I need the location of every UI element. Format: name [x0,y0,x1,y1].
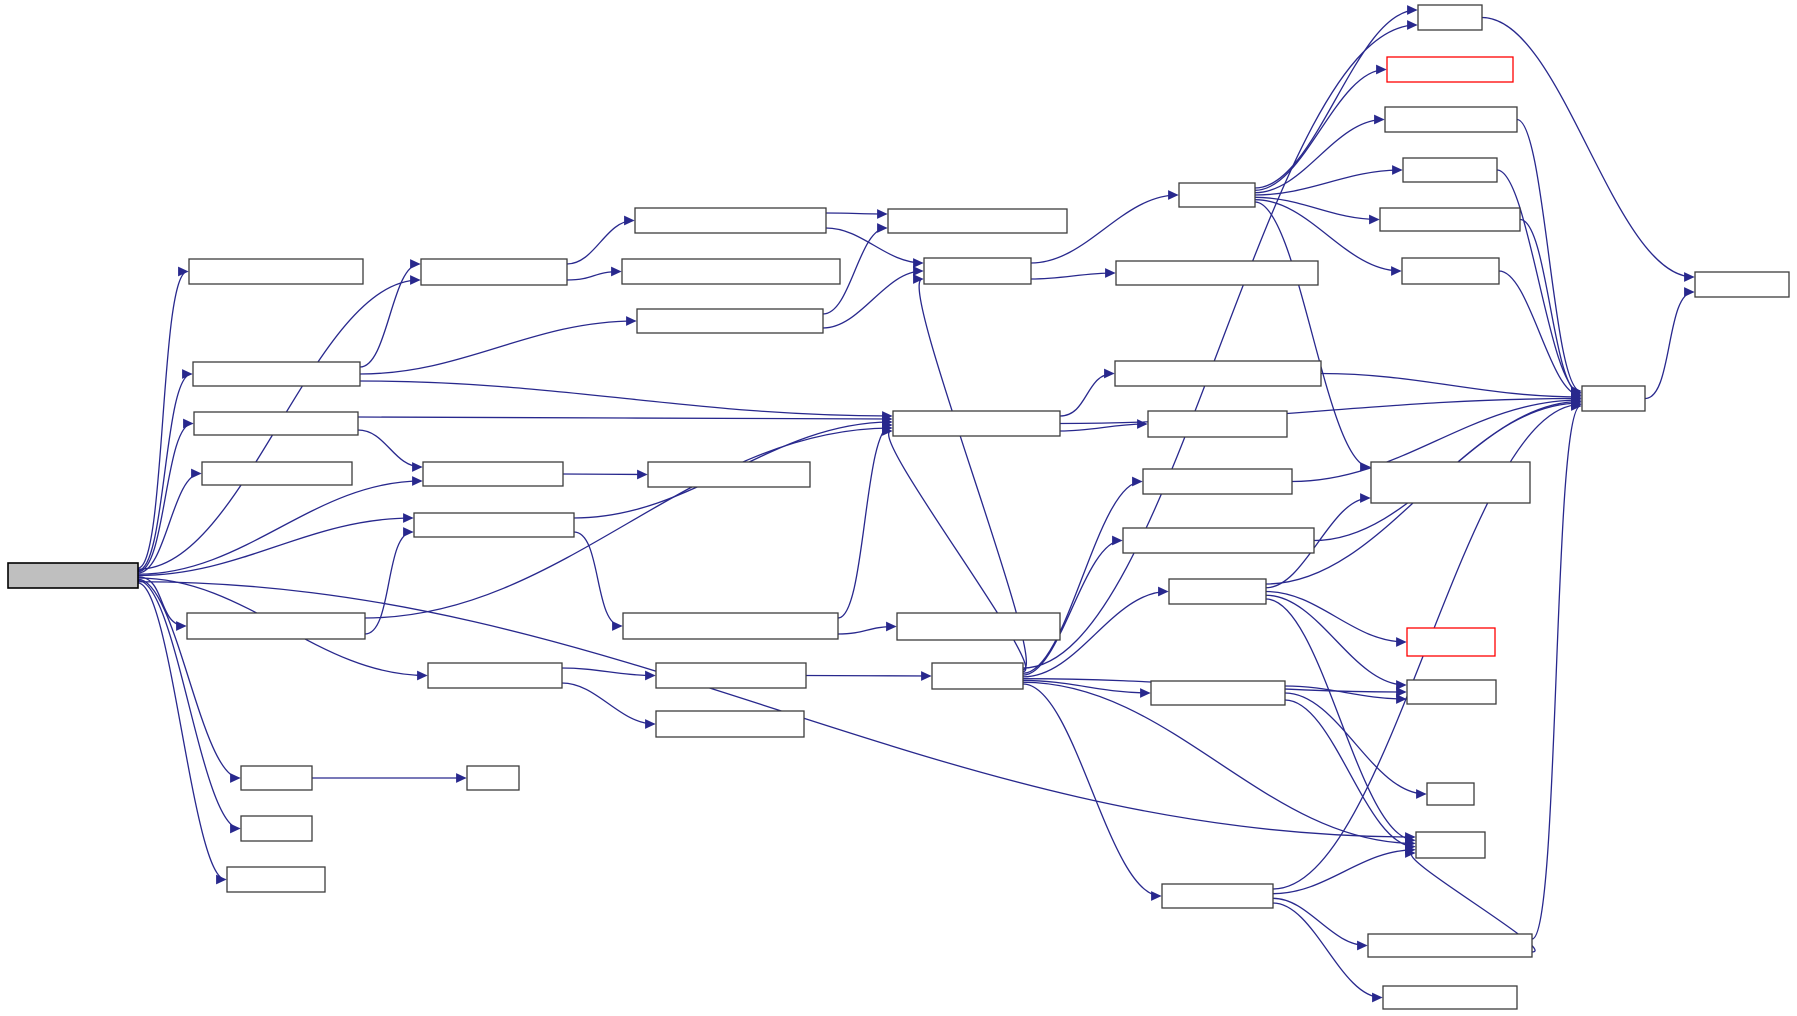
graph-node-box-checkmultpath[interactable] [1151,681,1285,705]
graph-node-box-gettokenoptimpl[interactable] [897,613,1060,640]
graph-node-box-fprintf[interactable] [1582,386,1645,411]
graph-node-box-cdcautions[interactable] [1403,158,1497,182]
graph-node-box-pnewline[interactable] [622,259,840,284]
graph-node-box-sysfopen[interactable] [1407,680,1496,704]
graph-node-box-ppos[interactable] [1148,411,1287,437]
graph-node-box-printseed[interactable] [1385,107,1517,132]
graph-node-box-findspecieslocal[interactable] [1387,57,1513,82]
graph-node-box-getpathlist[interactable] [1143,469,1292,494]
graph-node-box-pskipws[interactable] [648,462,810,487]
graph-node-box-opendata[interactable] [932,663,1023,689]
graph-node-box-wn[interactable] [227,867,325,892]
graph-node-box-pblankline[interactable] [888,209,1067,233]
graph-node-box-outputfptr[interactable] [1695,272,1789,297]
graph-node-box-checkdata[interactable] [1169,579,1266,604]
graph-node-box-passertpath[interactable] [1123,528,1314,553]
graph-node-box-genbacktrace[interactable] [1116,261,1318,285]
graph-node-box-gettokenopt[interactable] [623,613,838,639]
graph-node-box-getionpot[interactable] [202,462,352,485]
graph-node-box-printdatapath[interactable] [1368,934,1532,957]
graph-node-box-checkeol[interactable] [194,412,358,435]
graph-node-box-lgeol[interactable] [423,462,563,486]
graph-node-box-cdwarnings[interactable] [1402,258,1499,284]
graph-node-box-getline[interactable] [421,259,567,285]
graph-edge-popen-opendata [806,676,931,677]
graph-node-box-open[interactable] [428,663,562,688]
graph-node-box-iso[interactable] [8,563,138,588]
graph-node-box-showme[interactable] [1179,183,1255,207]
graph-node-box-tcpui[interactable] [1416,832,1485,858]
graph-node-box-max[interactable] [467,766,519,790]
graph-edge-lgeol-pskipws [563,474,647,475]
graph-node-box-pshowloc[interactable] [1115,361,1321,386]
graph-node-box-fprintf_top[interactable] [1418,5,1482,30]
graph-node-box-checkeod[interactable] [193,362,360,386]
graph-node-box-gettoken[interactable] [414,513,574,537]
graph-node-box-chdir[interactable] [189,259,363,284]
graph-node-box-cdprintcommands[interactable] [1380,208,1520,231]
graph-node-box-lgeodmarker[interactable] [637,309,823,333]
graph-node-box-singleton[interactable] [1371,462,1530,503]
graph-node-box-vhstream[interactable] [1407,628,1495,656]
graph-node-box-firstopen[interactable] [1383,986,1517,1009]
graph-node-box-tolower[interactable] [241,816,312,841]
graph-node-box-popen[interactable] [656,663,806,688]
graph-node-box-errormessage[interactable] [1162,884,1273,908]
graph-node-box-pclose[interactable] [656,711,804,737]
graph-node-box-qn2ind[interactable] [241,766,312,790]
graph-node-box-piscomment[interactable] [635,208,826,233]
graph-node-box-totalinsanity[interactable] [924,258,1031,284]
graph-node-box-errorabort[interactable] [893,411,1060,436]
graph-node-box-torf[interactable] [1427,783,1474,805]
graph-node-box-checkmagic[interactable] [187,613,365,639]
